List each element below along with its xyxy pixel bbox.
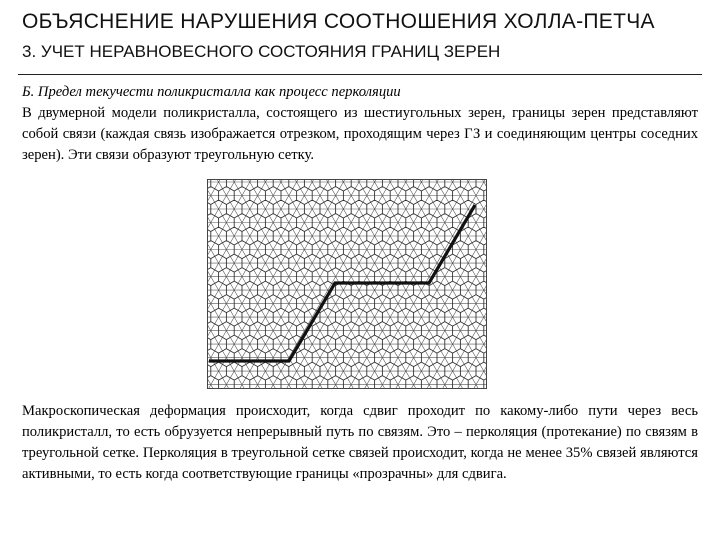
conclusion-paragraph: Макроскопическая деформация происходит, когда сдвиг проходит по какому-либо пути через весь поликристалл, то есть обрузуется непрерывный путь по связям. Это – перколяция (протекание) по связям в треугольной сетке. Перколяция в треугольной сетке связей происходит, когда не менее 35% связей являются активными, то есть когда соответствующие границы «прозрачны» для сдвига. (22, 403, 698, 482)
title-divider (18, 74, 702, 75)
section-heading: Б. Предел текучести поликристалла как процесс перколяции (22, 84, 401, 100)
percolation-network-figure (207, 179, 487, 389)
slide-subtitle: 3. УЧЕТ НЕРАВНОВЕСНОГО СОСТОЯНИЯ ГРАНИЦ ЗЕРЕН (22, 42, 501, 61)
intro-paragraph: В двумерной модели поликристалла, состоящего из шестиугольных зерен, границы зерен представляют собой связи (каждая связь изображается отрезком, проходящим через ГЗ и соединяющим центры соседних зерен). Эти связи образуют треугольную сетку. (22, 105, 698, 163)
slide-title: ОБЪЯСНЕНИЕ НАРУШЕНИЯ СООТНОШЕНИЯ ХОЛЛА-ПЕТЧА (22, 10, 655, 33)
